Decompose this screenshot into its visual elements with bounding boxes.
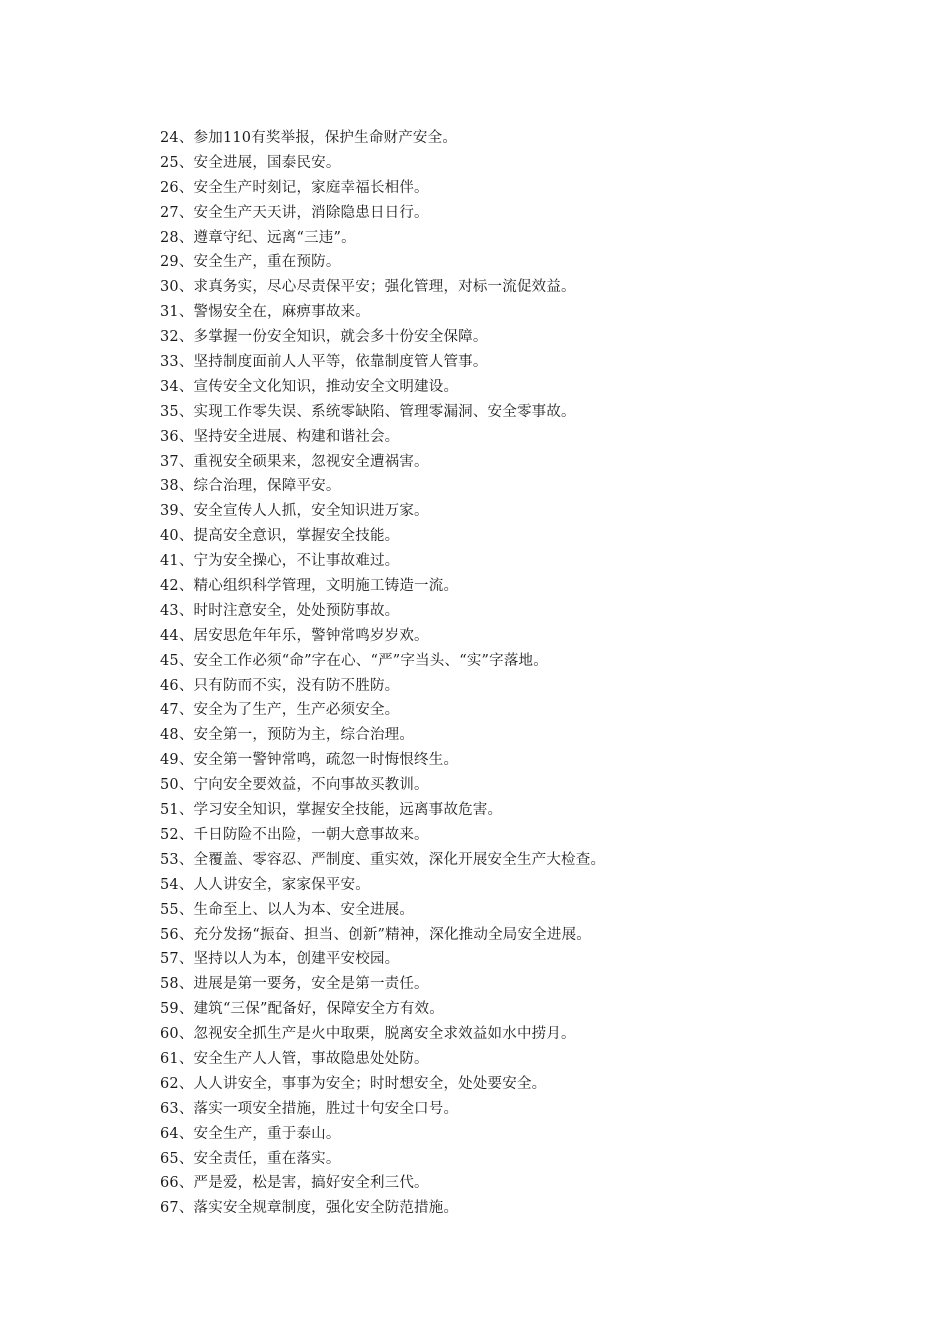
list-item: 41、宁为安全操心，不让事故难过。 — [160, 553, 400, 570]
list-item: 39、安全宣传人人抓，安全知识进万家。 — [160, 503, 429, 520]
list-item: 57、坚持以人为本，创建平安校园。 — [160, 951, 400, 968]
list-item: 47、安全为了生产，生产必须安全。 — [160, 702, 400, 719]
list-item: 38、综合治理，保障平安。 — [160, 478, 341, 495]
list-item: 43、时时注意安全，处处预防事故。 — [160, 602, 400, 619]
list-item: 64、安全生产，重于泰山。 — [160, 1125, 341, 1142]
list-item: 49、安全第一警钟常鸣，疏忽一时悔恨终生。 — [160, 752, 459, 769]
list-item: 62、人人讲安全，事事为安全；时时想安全，处处要安全。 — [160, 1075, 547, 1092]
list-item: 28、遵章守纪、远离“三违”。 — [160, 229, 356, 246]
list-item: 29、安全生产，重在预防。 — [160, 254, 341, 271]
list-item: 27、安全生产天天讲，消除隐患日日行。 — [160, 204, 429, 221]
list-item: 24、参加110有奖举报，保护生命财产安全。 — [160, 130, 458, 146]
list-item: 53、全覆盖、零容忍、严制度、重实效，深化开展安全生产大检查。 — [160, 851, 606, 868]
list-item: 60、忽视安全抓生产是火中取栗，脱离安全求效益如水中捞月。 — [160, 1026, 576, 1043]
list-item: 25、安全进展，国泰民安。 — [160, 154, 341, 171]
list-item: 58、进展是第一要务，安全是第一责任。 — [160, 976, 429, 993]
list-item: 33、坚持制度面前人人平等，依靠制度管人管事。 — [160, 354, 488, 371]
list-item: 37、重视安全硕果来，忽视安全遭祸害。 — [160, 453, 429, 470]
list-item: 46、只有防而不实，没有防不胜防。 — [160, 677, 400, 694]
list-item: 52、千日防险不出险，一朝大意事故来。 — [160, 826, 429, 843]
list-item: 54、人人讲安全，家家保平安。 — [160, 876, 370, 893]
list-item: 30、求真务实，尽心尽责保平安；强化管理，对标一流促效益。 — [160, 279, 576, 296]
list-item: 63、落实一项安全措施，胜过十句安全口号。 — [160, 1100, 459, 1117]
list-item: 67、落实安全规章制度，强化安全防范措施。 — [160, 1200, 459, 1217]
list-item: 48、安全第一，预防为主，综合治理。 — [160, 727, 415, 744]
list-item: 40、提高安全意识，掌握安全技能。 — [160, 528, 400, 545]
list-item: 61、安全生产人人管，事故隐患处处防。 — [160, 1050, 429, 1067]
list-item: 42、精心组织科学管理，文明施工铸造一流。 — [160, 578, 459, 595]
list-item: 59、建筑“三保”配备好，保障安全方有效。 — [160, 1001, 444, 1018]
list-item: 50、宁向安全要效益，不向事故买教训。 — [160, 777, 429, 794]
list-item: 55、生命至上、以人为本、安全进展。 — [160, 901, 415, 918]
list-item: 34、宣传安全文化知识，推动安全文明建设。 — [160, 378, 459, 395]
list-item: 65、安全责任，重在落实。 — [160, 1150, 341, 1167]
list-item: 35、实现工作零失误、系统零缺陷、管理零漏洞、安全零事故。 — [160, 403, 576, 420]
list-item: 66、严是爱，松是害，搞好安全利三代。 — [160, 1175, 429, 1192]
list-item: 51、学习安全知识，掌握安全技能，远离事故危害。 — [160, 802, 503, 819]
list-item: 45、安全工作必须“命”字在心、“严”字当头、“实”字落地。 — [160, 652, 548, 669]
list-item: 26、安全生产时刻记，家庭幸福长相伴。 — [160, 179, 429, 196]
list-item: 32、多掌握一份安全知识，就会多十份安全保障。 — [160, 329, 488, 346]
slogan-list — [160, 126, 860, 1221]
list-item: 36、坚持安全进展、构建和谐社会。 — [160, 428, 400, 445]
list-item: 56、充分发扬“振奋、担当、创新”精神，深化推动全局安全进展。 — [160, 926, 591, 943]
list-item: 31、警惕安全在，麻痹事故来。 — [160, 304, 370, 321]
list-item: 44、居安思危年年乐，警钟常鸣岁岁欢。 — [160, 627, 429, 644]
